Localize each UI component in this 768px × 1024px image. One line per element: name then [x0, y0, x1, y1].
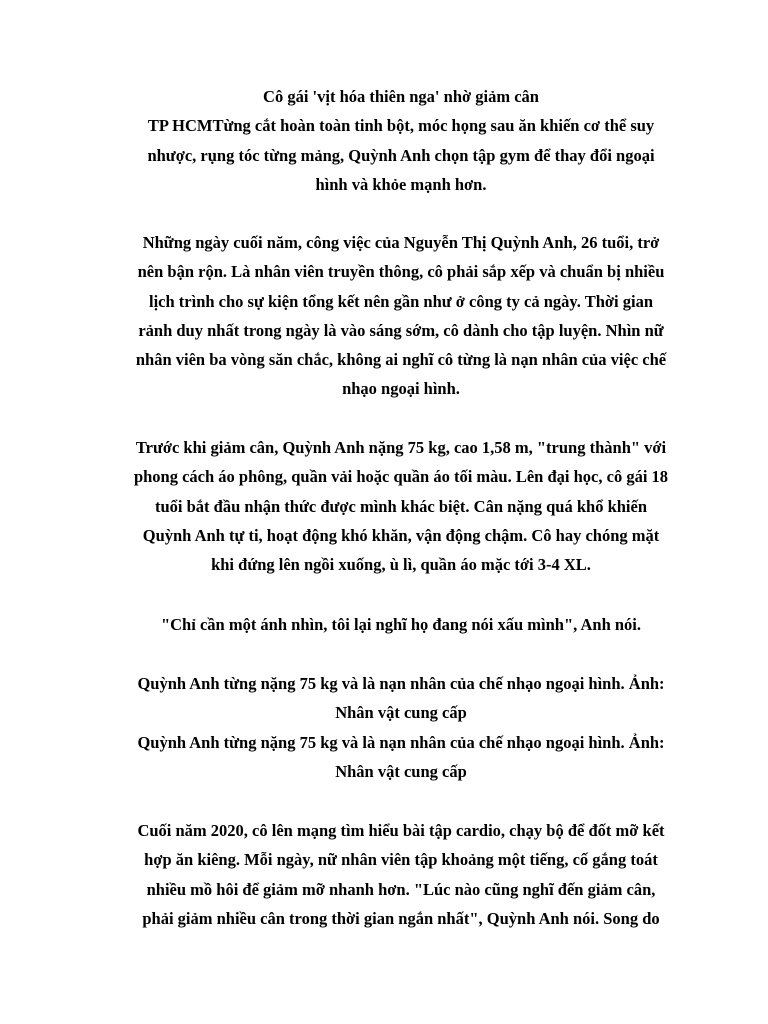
lead-line: hình và khỏe mạnh hơn. — [315, 174, 487, 194]
caption-line: Quỳnh Anh từng nặng 75 kg và là nạn nhân của chế nhạo ngoại hình. Ảnh: — [137, 733, 665, 752]
paragraph-line: hợp ăn kiêng. Mỗi ngày, nữ nhân viên tập khoảng một tiếng, cố gắng toát — [144, 850, 658, 870]
paragraph-1 — [100, 228, 702, 404]
paragraph-line: rảnh duy nhất trong ngày là vào sáng sớm, cô dành cho tập luyện. Nhìn nữ — [138, 320, 664, 340]
paragraph-line: nhạo ngoại hình. — [342, 379, 460, 399]
paragraph-line: nhiều mồ hôi để giảm mỡ nhanh hơn. "Lúc nào cũng nghĩ đến giảm cân, — [146, 879, 656, 899]
image-caption-1 — [100, 669, 702, 728]
article-header — [100, 82, 702, 199]
paragraph-line: nhân viên ba vòng săn chắc, không ai nghĩ cô từng là nạn nhân của việc chế — [135, 350, 667, 370]
paragraph-line: nên bận rộn. Là nhân viên truyền thông, cô phải sắp xếp và chuẩn bị nhiều — [137, 262, 665, 282]
caption-line: Nhân vật cung cấp — [335, 703, 467, 723]
paragraph-line: Quỳnh Anh tự ti, hoạt động khó khăn, vận động chậm. Cô hay chóng mặt — [142, 525, 660, 545]
paragraph-3 — [100, 816, 702, 933]
paragraph-line: lịch trình cho sự kiện tổng kết nên gần như ở công ty cả ngày. Thời gian — [149, 291, 653, 311]
article-title: Cô gái 'vịt hóa thiên nga' nhờ giảm cân — [263, 87, 539, 106]
paragraph-line: Những ngày cuối năm, công việc của Nguyễn Thị Quỳnh Anh, 26 tuổi, trở — [142, 233, 660, 252]
paragraph-line: Trước khi giảm cân, Quỳnh Anh nặng 75 kg, cao 1,58 m, "trung thành" với — [135, 438, 667, 457]
image-caption-2 — [100, 728, 702, 787]
caption-line: Quỳnh Anh từng nặng 75 kg và là nạn nhân của chế nhạo ngoại hình. Ảnh: — [137, 674, 665, 693]
paragraph-2 — [100, 433, 702, 579]
quote-line: "Chỉ cần một ánh nhìn, tôi lại nghĩ họ đang nói xấu mình", Anh nói. — [160, 615, 642, 634]
lead-line: nhược, rụng tóc từng mảng, Quỳnh Anh chọn tập gym để thay đổi ngoại — [147, 145, 655, 165]
paragraph-line: tuổi bắt đầu nhận thức được mình khác biệt. Cân nặng quá khổ khiến — [154, 496, 648, 516]
quote-block — [100, 610, 702, 639]
paragraph-line: phải giảm nhiều cân trong thời gian ngắn nhất", Quỳnh Anh nói. Song do — [142, 908, 660, 928]
lead-line: TP HCMTừng cắt hoàn toàn tinh bột, móc họng sau ăn khiến cơ thể suy — [147, 116, 655, 136]
paragraph-line: phong cách áo phông, quần vải hoặc quần áo tối màu. Lên đại học, cô gái 18 — [133, 467, 669, 487]
paragraph-line: Cuối năm 2020, cô lên mạng tìm hiểu bài tập cardio, chạy bộ để đốt mỡ kết — [137, 821, 665, 840]
paragraph-line: khi đứng lên ngồi xuống, ù lì, quần áo mặc tới 3-4 XL. — [211, 555, 591, 575]
caption-line: Nhân vật cung cấp — [335, 762, 467, 782]
